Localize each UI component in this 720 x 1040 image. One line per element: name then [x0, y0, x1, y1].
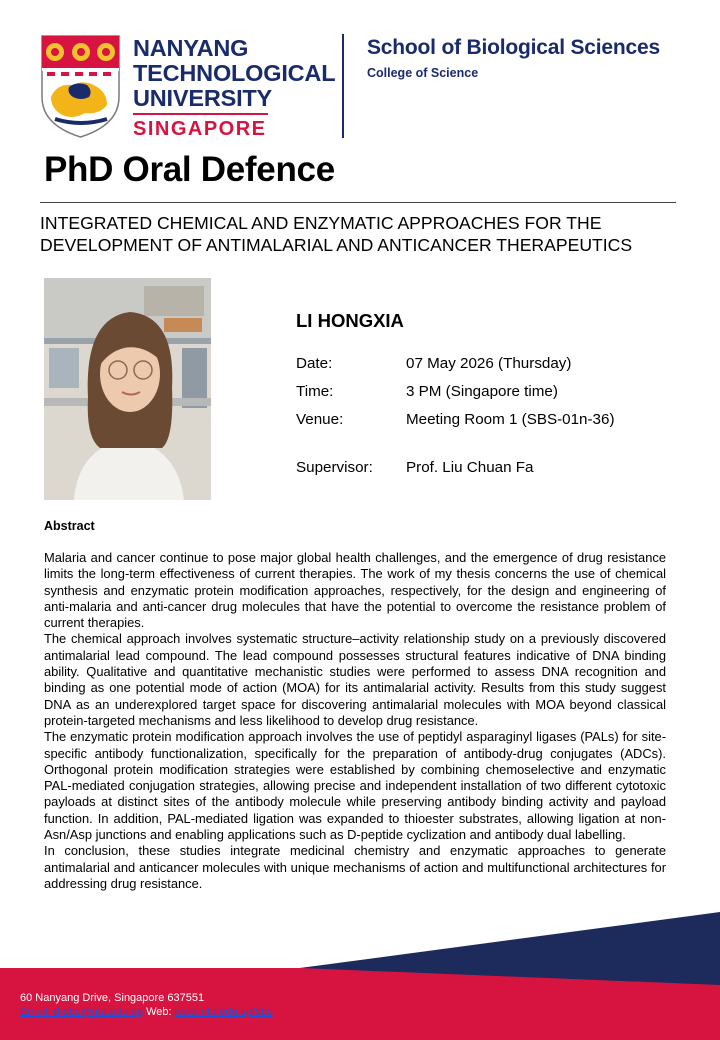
time-value: 3 PM (Singapore time): [406, 383, 558, 400]
university-line-3: UNIVERSITY: [133, 85, 273, 111]
venue-value: Meeting Room 1 (SBS-01n-36): [406, 411, 615, 428]
time-label: Time:: [296, 383, 334, 400]
ntu-crest-logo: [41, 35, 120, 138]
date-value: 07 May 2026 (Thursday): [406, 355, 572, 372]
footer-band: [0, 900, 720, 1040]
abstract-paragraph: The chemical approach involves systematic structure–activity relationship study on a previously discovered antimalarial lead compound. The lead compound possesses structural features indicative of DNA binding ability. Qualitative and quantitative mechanistic studies were performed to assess DNA recognition and binding as one potential mode of action (MOA) for its antimalarial activity. Results from this study suggest DNA as an underexplored target space for discovering antimalarial molecules with MOA beyond classical protein-targeted mechanisms and less likelihood to develop drug resistance.: [44, 631, 666, 728]
abstract-heading: Abstract: [44, 519, 95, 533]
college-name: College of Science: [367, 66, 479, 80]
web-label: Web:: [143, 1006, 175, 1018]
thesis-title-line-1: INTEGRATED CHEMICAL AND ENZYMATIC APPROACHES FOR THE: [40, 213, 602, 233]
abstract-paragraph: In conclusion, these studies integrate medicinal chemistry and enzymatic approaches to generate antimalarial and anticancer molecules with unique mechanisms of action and multifunctional architectures for addressing drug resistance.: [44, 843, 666, 891]
email-link[interactable]: Email: d-sbs@ntu.edu.sg: [20, 1006, 144, 1018]
candidate-name: LI HONGXIA: [296, 310, 404, 331]
venue-label: Venue:: [296, 411, 344, 428]
footer-address: 60 Nanyang Drive, Singapore 637551: [20, 992, 205, 1004]
abstract-paragraph: Malaria and cancer continue to pose major global health challenges, and the emergence of drug resistance limits the long-term effectiveness of current therapies. The work of my thesis concerns the use of chemical synthesis and enzymatic protein modification approaches, respectively, for the design and engineering of anti-malaria and anti-cancer drug molecules that have the potential to overcome the resistance problem of current therapies.: [44, 550, 666, 631]
wordmark-divider: [133, 113, 268, 115]
supervisor-label: Supervisor:: [296, 459, 373, 476]
abstract-body: [44, 550, 666, 892]
thesis-title-line-2: DEVELOPMENT OF ANTIMALARIAL AND ANTICANCER THERAPEUTICS: [40, 235, 633, 255]
abstract-paragraph: The enzymatic protein modification approach involves the use of peptidyl asparaginyl ligases (PALs) for site-specific antibody functionalization, specifically for the preparation of antibody-drug conjugates (ADCs). Orthogonal protein modification strategies were established by combining chemoselective and enzymatic PAL-mediated conjugation strategies, allowing precise and independent installation of two different cytotoxic payloads at distinct sites of the antibody molecule while preserving antibody binding activity and payload function. In addition, PAL-mediated ligation was expanded to thioester substrates, allowing ligation at non-Asn/Asp junctions and enabling applications such as D-peptide cyclization and antibody dual labelling.: [44, 729, 666, 843]
supervisor-value: Prof. Liu Chuan Fa: [406, 459, 534, 476]
website-link[interactable]: www.ntu.edu.sg/sbs: [174, 1006, 273, 1018]
footer-contact: [20, 1006, 273, 1018]
university-country: SINGAPORE: [133, 118, 267, 140]
date-label: Date:: [296, 355, 333, 372]
header-divider: [342, 34, 344, 138]
university-line-1: NANYANG: [133, 35, 249, 61]
title-rule: [40, 202, 676, 203]
school-name: School of Biological Sciences: [367, 36, 660, 59]
page-title: PhD Oral Defence: [44, 150, 335, 189]
thesis-title: [40, 212, 700, 256]
candidate-photo: [44, 278, 211, 500]
university-wordmark: [133, 36, 335, 142]
university-line-2: TECHNOLOGICAL: [133, 60, 336, 86]
